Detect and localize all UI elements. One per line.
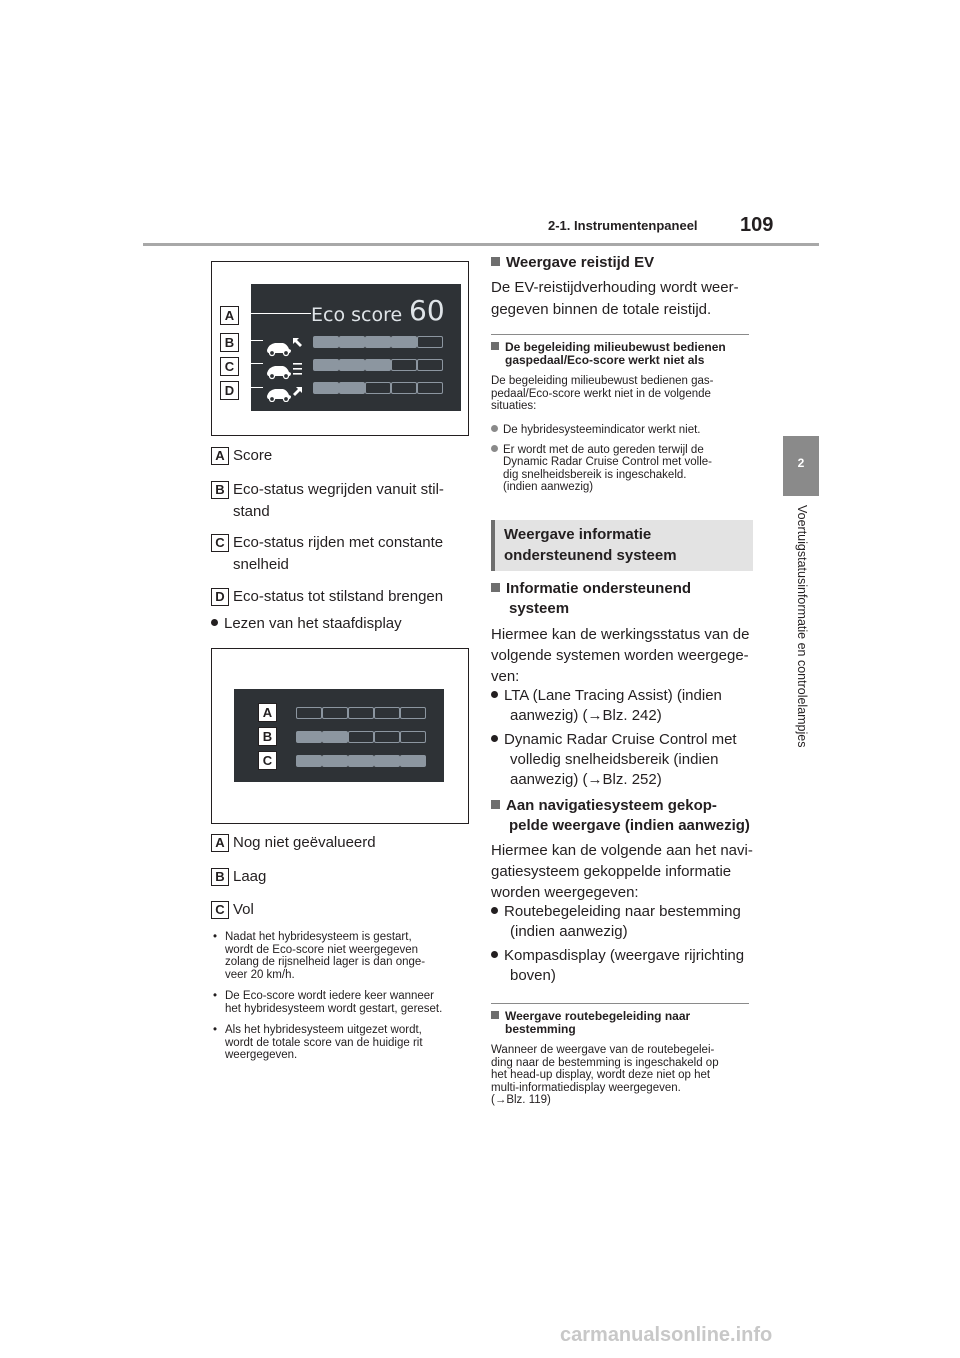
- eco-score-title: Eco score: [311, 304, 403, 326]
- legend-label-b: B: [211, 481, 229, 499]
- section-title: 2-1. Instrumentenpaneel: [548, 218, 698, 233]
- legend-text-start-l1: Eco-status wegrijden vanuit stil-: [233, 481, 444, 498]
- bullet-staafdisplay: [211, 614, 402, 634]
- bullet-text: Lezen van het staafdisplay: [224, 615, 402, 632]
- chapter-title: Voertuigstatusinformatie en controlelampjes: [795, 505, 809, 748]
- watermark-footer: carmanualsonline.info: [560, 1324, 773, 1346]
- note-item: • Als het hybridesysteem uitgezet wordt, wordt de totale score van de huidige rit weergegeven.: [213, 1024, 423, 1061]
- heading-routebegeleiding: Weergave routebegeleiding naar bestemming: [491, 1010, 690, 1035]
- arrow-down-left-icon: [293, 387, 302, 396]
- paragraph-informatie: Hiermee kan de werkingsstatus van de volgende systemen worden weergege- ven:: [491, 626, 750, 685]
- bullet-list-systemen: [491, 686, 737, 790]
- section-rule: [491, 1003, 749, 1004]
- bar-label-c: C: [258, 751, 277, 770]
- bar-label-a: A: [258, 703, 277, 722]
- header-divider: [143, 243, 819, 246]
- note-item: • Nadat het hybridesysteem is gestart, wordt de Eco-score niet weergegeven zolang de rijsnelheid lager is dan onge- veer 20 km/h.: [213, 931, 426, 981]
- notes-list: [211, 931, 471, 1062]
- heading-ev-reistijd: Weergave reistijd EV: [491, 253, 654, 273]
- bullet-list-navigatie: [491, 902, 744, 986]
- note-item: • De Eco-score wordt iedere keer wanneer het hybridesysteem wordt gestart, gereset.: [213, 990, 443, 1015]
- legend-label-d: D: [211, 588, 229, 606]
- legend-text-stop: Eco-status tot stilstand brengen: [233, 588, 444, 605]
- figure-label-a: A: [220, 306, 239, 325]
- heading-begeleiding: De begeleiding milieubewust bedienen gaspedaal/Eco-score werkt niet als: [491, 341, 726, 366]
- figure-label-c: C: [220, 357, 239, 376]
- page-number: 109: [740, 214, 774, 236]
- heading-navigatie: Aan navigatiesysteem gekop- pelde weergave (indien aanwezig): [491, 796, 750, 836]
- figure-label-d: D: [220, 381, 239, 400]
- legend-label-a: A: [211, 447, 229, 465]
- bullet-item-radar: Dynamic Radar Cruise Control met volledig snelheidsbereik (indien aanwezig) (→Blz. 252): [491, 730, 737, 790]
- dot-item: De hybridesysteemindicator werkt niet.: [491, 424, 712, 437]
- paragraph-routebegeleiding: Wanneer de weergave van de routebegelei- ding naar de bestemming is ingeschakeld op het head-up display, wordt deze niet op het multi-informatiedisplay weergegeven. (→Blz. 119): [491, 1044, 719, 1106]
- dot-list-begeleiding: [491, 424, 712, 494]
- paragraph-navigatie: Hiermee kan de volgende aan het navi- gatiesysteem gekoppelde informatie worden weergegeven:: [491, 842, 753, 901]
- heading-informatie: Informatie ondersteunend systeem: [491, 579, 691, 619]
- bar-display-figure: [211, 648, 469, 824]
- legend2-label-b: B: [211, 868, 229, 886]
- eco-score-display: [251, 284, 461, 411]
- legend-label-c: C: [211, 534, 229, 552]
- legend2-text-c: Vol: [233, 901, 254, 918]
- legend2-text-b: Laag: [233, 868, 267, 885]
- legend-text-score: Score: [233, 447, 273, 464]
- legend-text-cruise-l2: snelheid: [233, 556, 289, 573]
- dot-item: Er wordt met de auto gereden terwijl de Dynamic Radar Cruise Control met volle- dig snelheidsbereik is ingeschakeld. (indien aanwezig): [491, 444, 712, 494]
- legend2-label-a: A: [211, 834, 229, 852]
- bullet-icon: [211, 619, 218, 626]
- legend-text-cruise-l1: Eco-status rijden met constante: [233, 534, 444, 551]
- legend2-text-a: Nog niet geëvalueerd: [233, 834, 376, 851]
- bar-display: [234, 689, 444, 782]
- legend2-label-c: C: [211, 901, 229, 919]
- car-icons: [265, 336, 305, 402]
- bar-label-b: B: [258, 727, 277, 746]
- eco-score-value: 60: [409, 294, 445, 327]
- bullet-item-kompas: Kompasdisplay (weergave rijrichting boven): [491, 946, 744, 986]
- section-title-ondersteunend: Weergave informatie ondersteunend systeem: [504, 526, 677, 564]
- eco-score-figure: [211, 261, 469, 436]
- arrow-up-left-icon: [293, 338, 302, 347]
- legend-text-start-l2: stand: [233, 503, 270, 520]
- section-rule: [491, 334, 749, 335]
- paragraph-begeleiding: De begeleiding milieubewust bedienen gas- pedaal/Eco-score werkt niet in de volgende situaties:: [491, 375, 714, 412]
- figure-label-b: B: [220, 333, 239, 352]
- chapter-number: 2: [797, 456, 805, 470]
- paragraph-ev-reistijd: De EV-reistijdverhouding wordt weer- gegeven binnen de totale reistijd.: [491, 279, 739, 318]
- bullet-item-lta: LTA (Lane Tracing Assist) (indien aanwezig) (→Blz. 242): [491, 686, 737, 726]
- bullet-item-route: Routebegeleiding naar bestemming (indien aanwezig): [491, 902, 744, 942]
